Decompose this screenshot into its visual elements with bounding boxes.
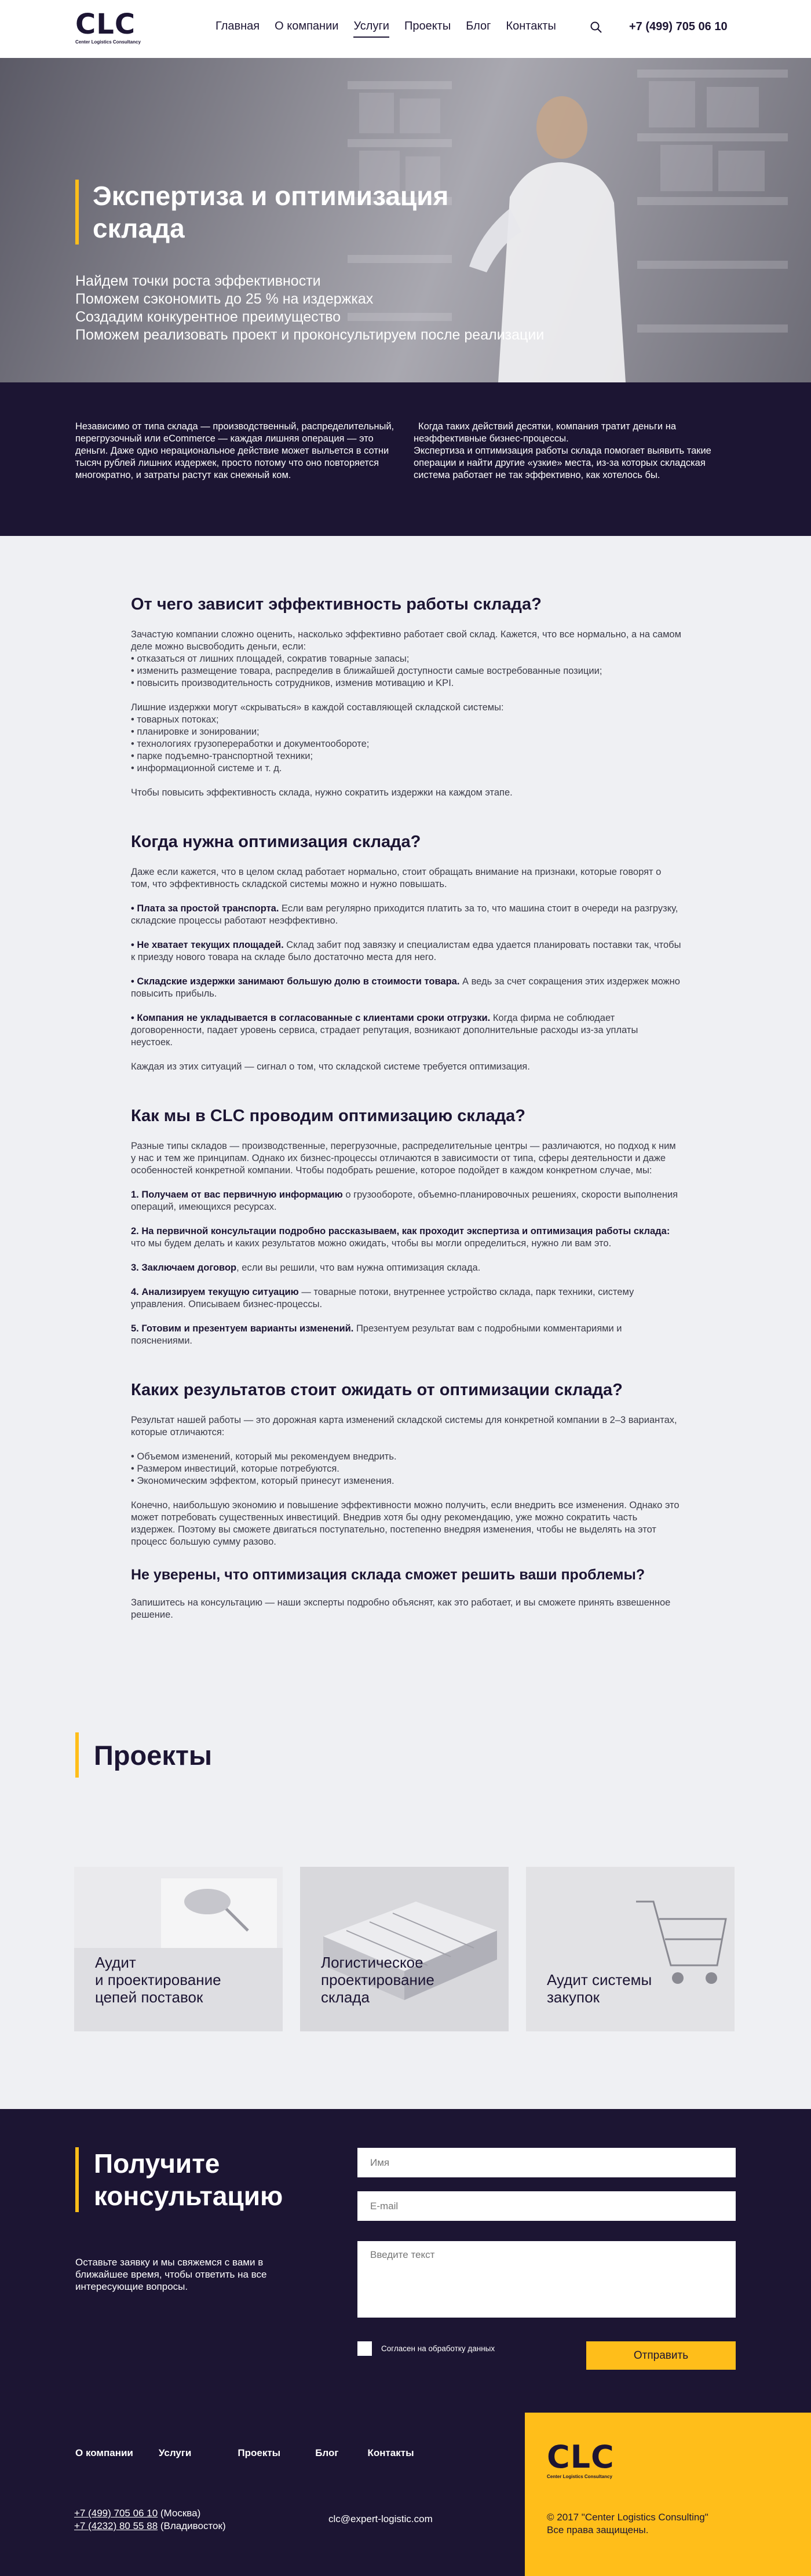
- bold-text: • Плата за простой транспорта.: [131, 903, 279, 914]
- consent-checkbox[interactable]: [357, 2341, 372, 2356]
- paragraph-text: что мы будем делать и каких результатов можно ожидать, чтобы вы могли определиться, нужно ли вам это.: [131, 1238, 612, 1249]
- paragraph: [131, 903, 681, 927]
- list-item: • Объемом изменений, который мы рекомендуем внедрить.: [131, 1451, 397, 1462]
- project-cards: [74, 1867, 735, 2031]
- project-card-label-line: цепей поставок: [95, 1988, 203, 2006]
- paragraph-text: о грузообороте, объемно-планировочных решениях, скорости выполнения операций, имеющихся ресурсах.: [131, 1190, 678, 1212]
- intro-section: [0, 382, 811, 536]
- hero-bullet: Поможем сэкономить до 25 % на издержках: [75, 291, 374, 307]
- footer-email[interactable]: clc@expert-logistic.com: [328, 2513, 433, 2524]
- paragraph-text: Зачастую компании сложно оценить, насколько эффективно работает свой склад. Кажется, что все нормально, а на самом деле можно высвободить деньги, если:: [131, 629, 681, 652]
- paragraph: Даже если кажется, что в целом склад работает нормально, стоит обращать внимание на признаки, которые говорят о том, что эффективность складской системы можно и нужно повышать.: [131, 867, 662, 889]
- consult-text: Оставьте заявку и мы свяжемся с вами в ближайшее время, чтобы ответить на все интересующие вопросы.: [75, 2257, 267, 2292]
- copyright-line: Все права защищены.: [547, 2524, 649, 2535]
- article: [0, 536, 811, 1698]
- nav-contacts[interactable]: Контакты: [506, 20, 556, 32]
- paragraph: [131, 1286, 681, 1311]
- section-title: Каких результатов стоит ожидать от оптимизации склада?: [131, 1381, 623, 1399]
- hero-title: Экспертиза и оптимизация склада: [93, 181, 449, 243]
- footer-phone-row: [74, 2520, 226, 2533]
- bold-text: 1. Получаем от вас первичную информацию: [131, 1190, 343, 1200]
- consult-title-line: Получите: [94, 2148, 220, 2179]
- nav-projects[interactable]: Проекты: [404, 20, 451, 32]
- project-card-warehouse-design[interactable]: [300, 1867, 509, 2031]
- hero-bullet: Найдем точки роста эффективности: [75, 273, 321, 289]
- list-item: • повысить производительность сотрудников, изменив мотивацию и KPI.: [131, 678, 454, 688]
- logo-text: CLC: [75, 8, 136, 41]
- project-card-label-line: Аудит системы: [547, 1971, 652, 1988]
- bold-text: • Компания не укладывается в согласованные с клиентами сроки отгрузки.: [131, 1013, 491, 1023]
- paragraph: Чтобы повысить эффективность склада, нужно сократить издержки на каждом этапе.: [131, 787, 513, 798]
- hero-bullet: Создадим конкурентное преимущество: [75, 309, 341, 325]
- nav-about[interactable]: О компании: [275, 20, 339, 32]
- paragraph: [131, 1012, 681, 1049]
- bold-text: • Не хватает текущих площадей.: [131, 940, 284, 950]
- logo-subtitle: Center Logistics Consultancy: [75, 39, 141, 45]
- paragraph: [131, 1451, 681, 1487]
- paragraph: [131, 702, 681, 775]
- article-section-how: [131, 1105, 681, 1347]
- project-card-label: [95, 1954, 221, 2006]
- paragraph: [131, 1189, 681, 1213]
- paragraph: Каждая из этих ситуаций — сигнал о том, что складской системе требуется оптимизация.: [131, 1061, 530, 1072]
- nav-services[interactable]: Услуги: [353, 20, 389, 38]
- footer-nav-contacts[interactable]: Контакты: [367, 2447, 414, 2458]
- consult-title: [94, 2147, 283, 2212]
- project-card-label-line: и проектирование: [95, 1971, 221, 1988]
- footer-logo-subtitle: Center Logistics Consultancy: [547, 2474, 612, 2479]
- paragraph: [131, 629, 681, 689]
- article-section-cta: [131, 1566, 681, 1621]
- intro-text-right-2: Экспертиза и оптимизация работы склада помогает выявить такие операции и найти другие «узкие» места, из-за которых складская система работает не так эффективно, как хотелось бы.: [414, 446, 711, 480]
- article-section-efficiency: [131, 594, 681, 799]
- paragraph-text: Если вам регулярно приходится платить за то, что машина стоит в очереди на разгрузку, складские процессы работают неэффективно.: [131, 903, 678, 926]
- project-card-label-line: проектирование: [321, 1971, 434, 1988]
- paragraph-text: Лишние издержки могут «скрываться» в каждой составляющей складской системы:: [131, 702, 504, 713]
- article-section-results: [131, 1380, 681, 1548]
- project-card-label: [321, 1954, 434, 2006]
- consent: [357, 2341, 495, 2356]
- list-item: • отказаться от лишних площадей, сократив товарные запасы;: [131, 654, 410, 664]
- site-footer: [0, 2413, 811, 2576]
- paragraph-text: — товарные потоки, внутреннее устройство склада, парк техники, систему управления. Описываем бизнес-процессы.: [131, 1287, 634, 1309]
- site-header: [0, 0, 811, 58]
- projects-title: Проекты: [94, 1739, 213, 1771]
- footer-phone-vladivostok[interactable]: +7 (4232) 80 55 88: [74, 2520, 158, 2531]
- copyright-line: © 2017 "Center Logistics Consulting": [547, 2512, 708, 2523]
- paragraph-text: А ведь за счет сокращения этих издержек можно повысить прибыль.: [131, 976, 680, 999]
- intro-text-right: [414, 421, 738, 481]
- main-nav: [215, 20, 571, 38]
- project-card-label-line: Аудит: [95, 1954, 136, 1971]
- hero-title-block: [75, 180, 533, 245]
- paragraph: [131, 1225, 681, 1250]
- message-textarea[interactable]: [357, 2241, 736, 2318]
- bold-text: • Складские издержки занимают большую долю в стоимости товара.: [131, 976, 460, 987]
- projects-section: [0, 1698, 811, 2109]
- article-section-when: [131, 831, 681, 1073]
- footer-nav-services[interactable]: Услуги: [158, 2447, 192, 2458]
- paragraph-text: , если вы решили, что вам нужна оптимизация склада.: [236, 1263, 481, 1273]
- footer-phone-moscow[interactable]: +7 (499) 705 06 10: [74, 2508, 158, 2519]
- project-card-image: [300, 1867, 509, 2031]
- project-card-label-line: Логистическое: [321, 1954, 423, 1971]
- list-item: • изменить размещение товара, распределив в ближайшей доступности самые востребованные позиции;: [131, 666, 602, 676]
- project-card-label-line: склада: [321, 1988, 370, 2006]
- project-card-procurement-audit[interactable]: [526, 1867, 735, 2031]
- paragraph-text: Презентуем результат вам с подробными комментариями и пояснениями.: [131, 1323, 622, 1346]
- copyright: [547, 2511, 708, 2537]
- search-icon[interactable]: [590, 21, 602, 34]
- email-input[interactable]: [357, 2191, 736, 2221]
- footer-phone-city: (Москва): [158, 2508, 201, 2519]
- list-item: • информационной системе и т. д.: [131, 763, 282, 773]
- consultation-section: [0, 2109, 811, 2413]
- list-item: • технологиях грузопереработки и документообороте;: [131, 739, 370, 749]
- footer-nav-about[interactable]: О компании: [75, 2447, 133, 2458]
- list-item: • Экономическим эффектом, который принесут изменения.: [131, 1476, 394, 1486]
- footer-nav: [75, 2447, 414, 2459]
- project-card-image: [526, 1867, 735, 2031]
- intro-text-left: Независимо от типа склада — производственный, распределительный, перегрузочный или eCommerce — каждая лишняя операция — это деньги. Даже одно нерациональное действие может выльется в сотни тысяч рублей лишних издержек, просто потому что оно повторяется многократно, и затраты растут как снежный ком.: [75, 421, 394, 480]
- paragraph: [131, 939, 681, 964]
- paragraph: [131, 976, 681, 1000]
- section-title: От чего зависит эффективность работы склада?: [131, 595, 542, 614]
- section-subtitle: Не уверены, что оптимизация склада сможет решить ваши проблемы?: [131, 1567, 645, 1583]
- nav-home[interactable]: Главная: [215, 20, 260, 32]
- footer-logo-text: CLC: [547, 2439, 615, 2475]
- paragraph-text: Когда фирма не соблюдает договоренности, падает уровень сервиса, страдает репутация, возникают дополнительные расходы из-за уплаты неустоек.: [131, 1013, 638, 1048]
- article-content: [131, 594, 681, 1654]
- list-item: • планировке и зонировании;: [131, 727, 260, 737]
- consult-title-block: [75, 2147, 283, 2212]
- name-input[interactable]: [357, 2148, 736, 2177]
- list-item: • товарных потоках;: [131, 714, 219, 725]
- footer-contacts: [74, 2507, 226, 2533]
- header-phone[interactable]: +7 (499) 705 06 10: [629, 20, 728, 33]
- paragraph: Результат нашей работы — это дорожная карта изменений складской системы для конкретной компании в 2–3 вариантах, которые отличаются:: [131, 1415, 677, 1437]
- footer-logo[interactable]: [547, 2439, 615, 2479]
- hero-bullet: Поможем реализовать проект и проконсультируем после реализации: [75, 327, 545, 343]
- paragraph: [131, 1262, 681, 1274]
- project-card-label-line: закупок: [547, 1988, 600, 2006]
- footer-brand: [525, 2413, 811, 2576]
- hero-bullets: [75, 272, 544, 344]
- paragraph: [131, 1323, 681, 1347]
- paragraph-text: Склад забит под завязку и специалистам едва удается планировать поставки так, чтобы к приезду нового товара на складе было достаточно места для него.: [131, 940, 681, 962]
- projects-title-block: [75, 1732, 212, 1778]
- hero: [0, 58, 811, 382]
- footer-phone-city: (Владивосток): [158, 2520, 226, 2531]
- list-item: • Размером инвестиций, которые потребуются.: [131, 1464, 339, 1474]
- paragraph: Запишитесь на консультацию — наши эксперты подробно объяснят, как это работает, и вы сможете принять взвешенное решение.: [131, 1597, 671, 1620]
- bold-text: 2. На первичной консультации подробно рассказываем, как проходит экспертиза и оптимизация работы склада:: [131, 1226, 670, 1236]
- intro-text-right-1: Когда таких действий десятки, компания тратит деньги на неэффективные бизнес-процессы.: [414, 421, 677, 444]
- list-item: • парке подъемно-транспортной техники;: [131, 751, 313, 761]
- nav-blog[interactable]: Блог: [466, 20, 491, 32]
- logo[interactable]: [75, 10, 151, 49]
- project-card-label: [547, 1971, 652, 2006]
- consult-title-line: консультацию: [94, 2181, 283, 2211]
- submit-button[interactable]: Отправить: [586, 2341, 736, 2370]
- paragraph: Конечно, наибольшую экономию и повышение эффективности можно получить, если внедрить все изменения. Однако это может потребовать существенных инвестиций. Внедрив хотя бы одну рекомендацию, уже можно сократить часть издержек. Поэтому вы сможете двигаться поступательно, постепенно внедряя изменения, чтобы не выделять на этот процесс большую сумму разово.: [131, 1500, 680, 1547]
- paragraph: Разные типы складов — производственные, перегрузочные, распределительные центры — различаются, но подход к ним у нас и тем же принципам. Однако их бизнес-процессы отличаются в зависимости от типа, сферы деятельности и даже особенностей конкретной компании. Чтобы подобрать решение, которое подойдет в каждом конкретном случае, мы:: [131, 1141, 676, 1176]
- bold-text: 4. Анализируем текущую ситуацию: [131, 1287, 299, 1297]
- footer-phone-row: [74, 2507, 226, 2520]
- project-card-supply-chain[interactable]: [74, 1867, 283, 2031]
- bold-text: 3. Заключаем договор: [131, 1263, 237, 1273]
- section-title: Как мы в CLC проводим оптимизацию склада?: [131, 1107, 526, 1125]
- project-card-image: [74, 1867, 283, 2031]
- footer-nav-projects[interactable]: Проекты: [238, 2447, 281, 2458]
- section-title: Когда нужна оптимизация склада?: [131, 833, 421, 851]
- footer-nav-blog[interactable]: Блог: [315, 2447, 339, 2458]
- bold-text: 5. Готовим и презентуем варианты изменений.: [131, 1323, 354, 1334]
- consent-label: Согласен на обработку данных: [381, 2344, 495, 2353]
